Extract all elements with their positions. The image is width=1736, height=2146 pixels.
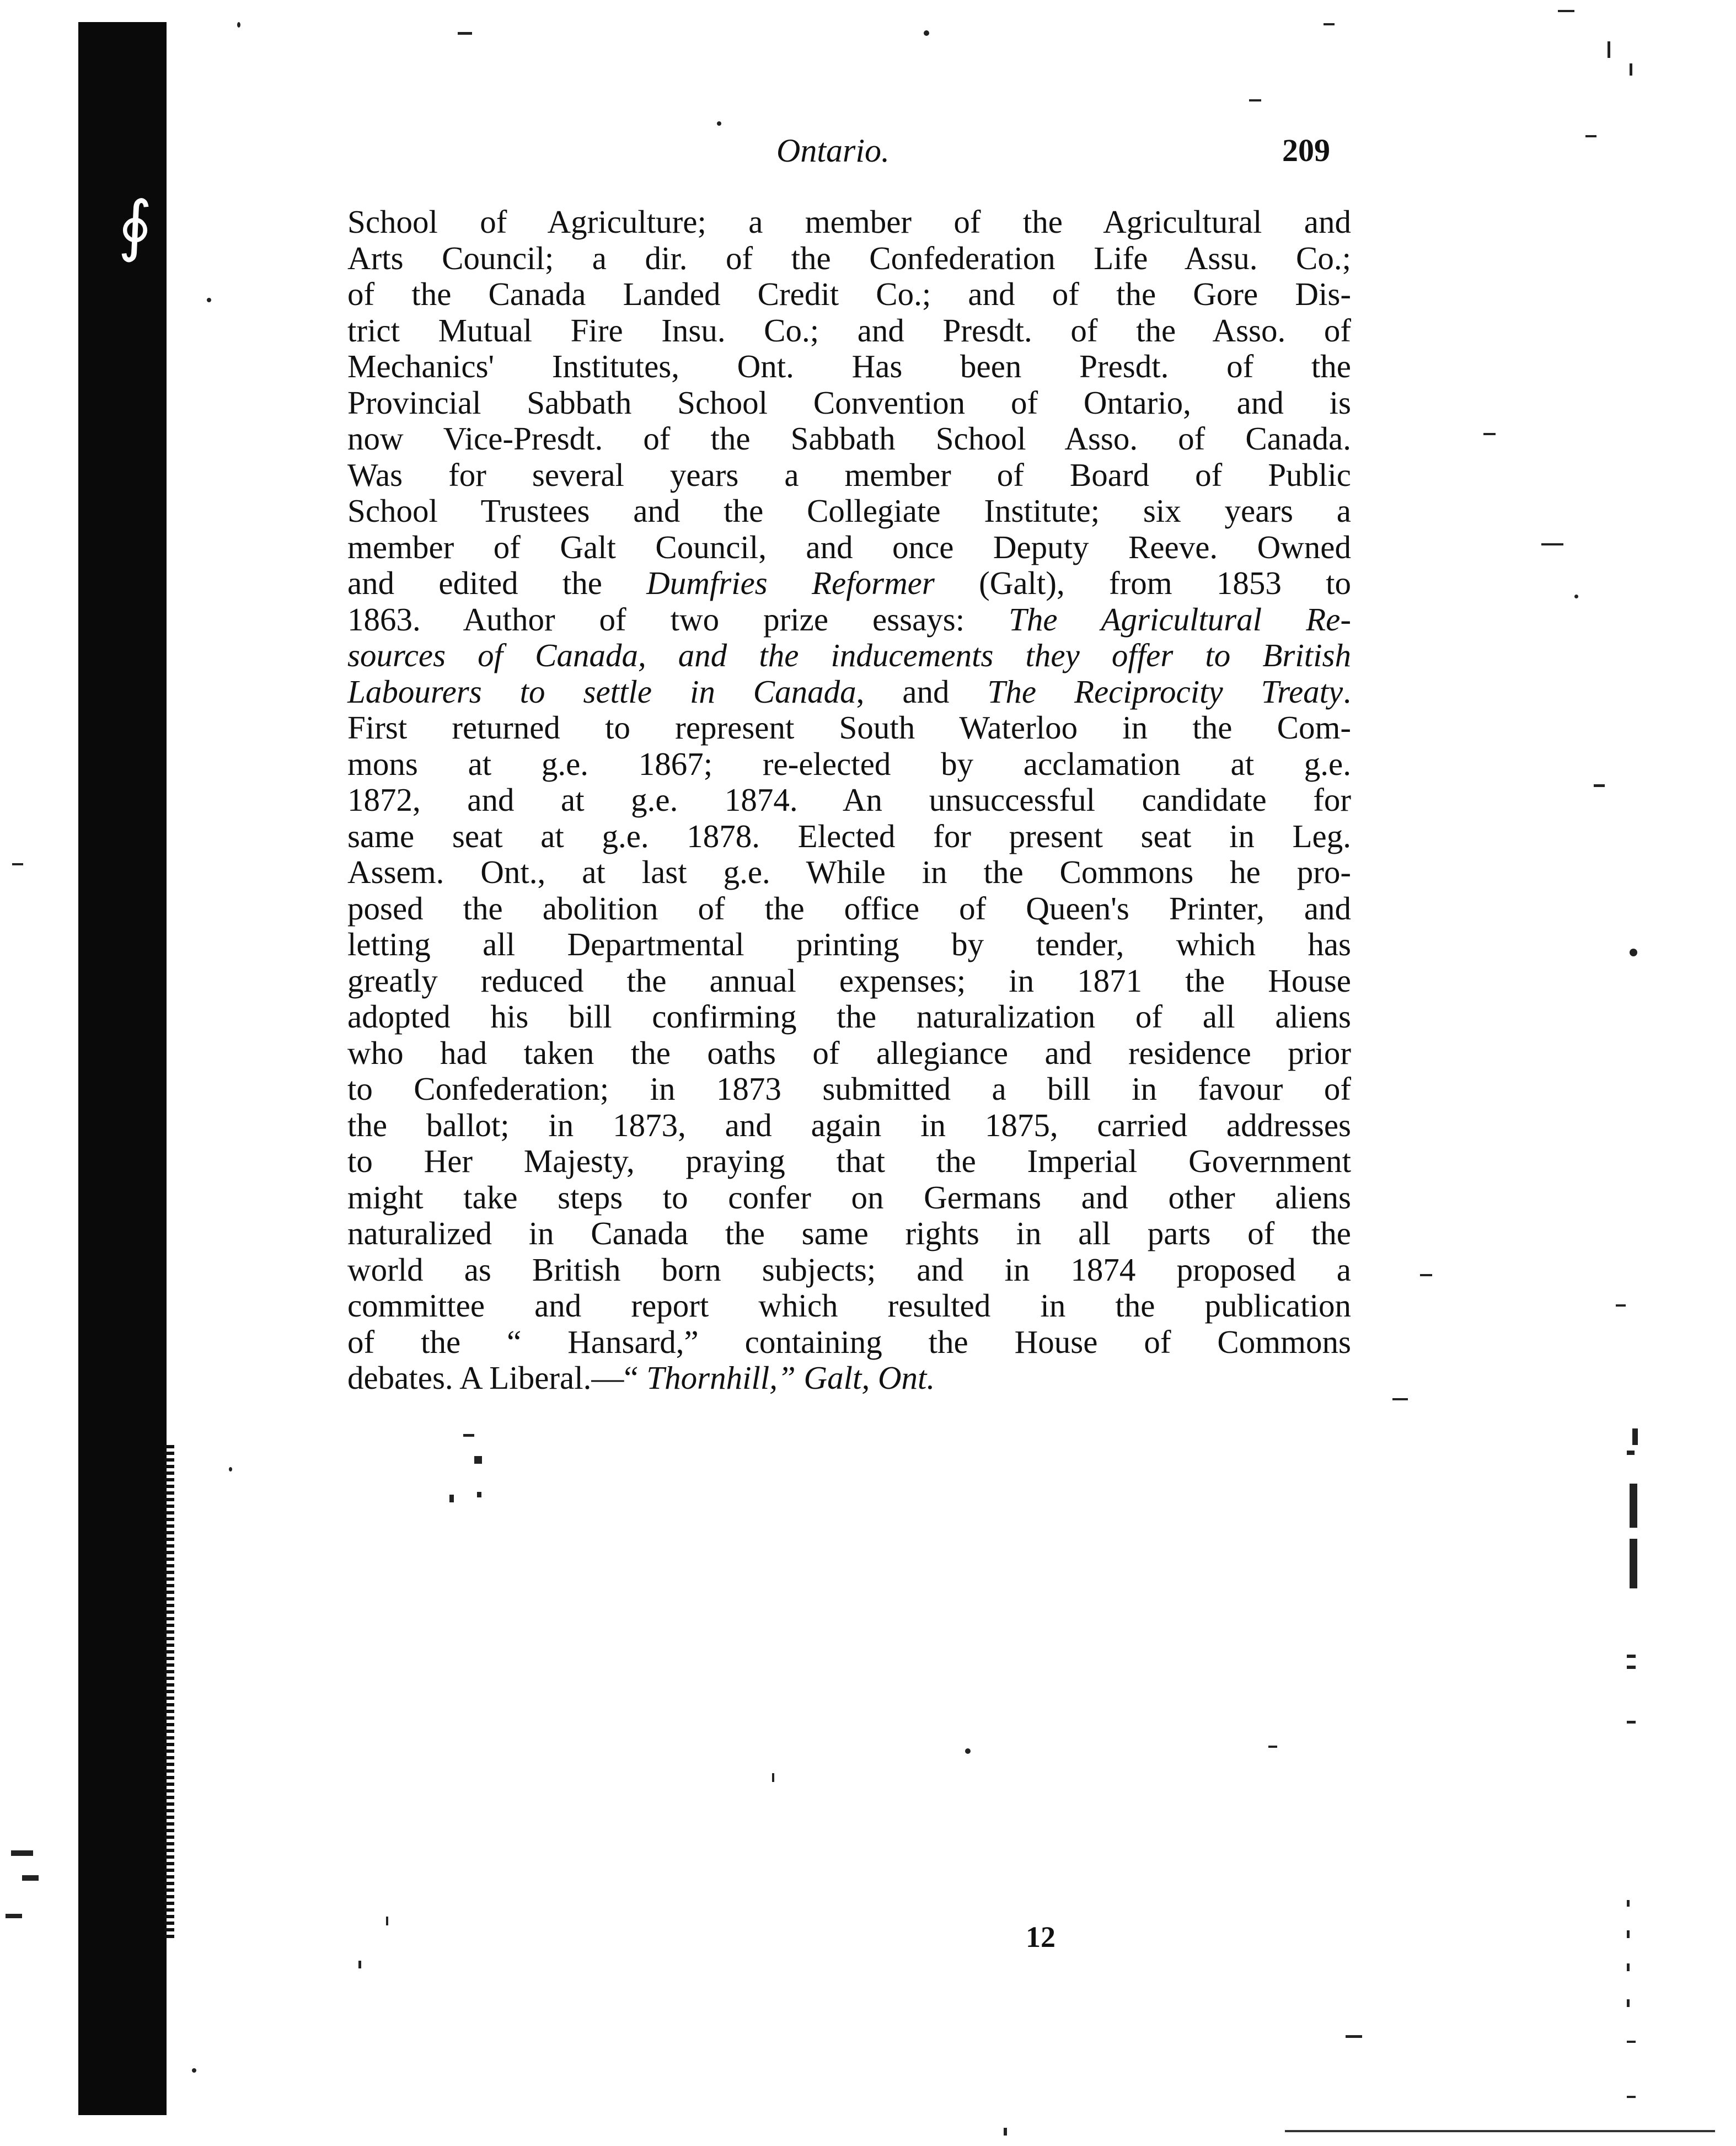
italic-title: Labourers to settle in Canada	[347, 673, 856, 710]
text-line-content: Provincial Sabbath School Convention of Ontario, and is	[347, 384, 1351, 421]
text-line-content: to Confederation; in 1873 submitted a bill in favour of	[347, 1071, 1351, 1107]
text-line-content: member of Galt Council, and once Deputy Reeve. Owned	[347, 528, 1351, 565]
scan-speck	[1627, 1655, 1636, 1658]
italic-title: The Reciprocity Treaty	[987, 673, 1343, 710]
scan-speck	[449, 1495, 454, 1502]
text-line	[347, 891, 1351, 927]
scan-speck	[1627, 1721, 1636, 1724]
text-line-content: same seat at g.e. 1878. Elected for present seat in Leg.	[347, 817, 1351, 854]
scan-speck	[1268, 1746, 1277, 1748]
scan-speck	[924, 30, 929, 36]
text-line-content: committee and report which resulted in the publication	[347, 1287, 1351, 1324]
text-line	[347, 746, 1351, 783]
scan-speck	[1627, 2041, 1636, 2043]
text-line-content: adopted his bill confirming the naturalization of all aliens	[347, 998, 1351, 1035]
text-line	[347, 529, 1351, 566]
text-line-content: who had taken the oaths of allegiance and residence prior	[347, 1034, 1351, 1071]
scan-speck	[1627, 1451, 1635, 1455]
scan-speck	[772, 1773, 774, 1782]
text-line-content: posed the abolition of the office of Queen's Printer, and	[347, 890, 1351, 927]
signature-mark: 12	[1026, 1920, 1055, 1954]
scan-speck	[1630, 949, 1637, 956]
scan-speck	[1616, 1304, 1626, 1307]
page-number: 209	[1282, 132, 1330, 168]
scan-speck	[358, 1961, 361, 1968]
running-head: Ontario.	[776, 132, 890, 169]
text-line-content: the ballot; in 1873, and again in 1875, carried addresses	[347, 1106, 1351, 1143]
text-line	[347, 854, 1351, 891]
scan-speck	[1627, 1900, 1630, 1907]
scan-speck	[1594, 784, 1605, 787]
text-line-content: world as British born subjects; and in 1874 proposed a	[347, 1251, 1351, 1288]
italic-title: Thornhill,” Galt, Ont.	[646, 1360, 935, 1396]
text-line	[347, 204, 1351, 240]
scan-speck	[1608, 41, 1610, 58]
text-line-content: letting all Departmental printing by tender, which has	[347, 926, 1351, 962]
scan-speck	[207, 298, 211, 302]
text-line	[347, 276, 1351, 313]
text-line-content: might take steps to confer on Germans and other aliens	[347, 1179, 1351, 1216]
text-line	[347, 1324, 1351, 1361]
text-line	[347, 1288, 1351, 1324]
scan-speck	[1346, 2035, 1362, 2038]
text-line-content: and edited the	[347, 565, 647, 601]
scan-speck	[6, 1914, 22, 1918]
text-line-content: greatly reduced the annual expenses; in 1871 the House	[347, 962, 1351, 999]
text-line-content: naturalized in Canada the same rights in all parts of the	[347, 1215, 1351, 1251]
scan-speck	[1585, 135, 1596, 137]
scan-speck	[1627, 1666, 1636, 1669]
scan-speck	[22, 1875, 39, 1881]
text-line-content: Mechanics' Institutes, Ont. Has been Presdt. of the	[347, 348, 1351, 384]
scan-speck	[474, 1456, 482, 1464]
text-line-content: School of Agriculture; a member of the Agricultural and	[347, 204, 1351, 240]
text-line	[347, 1143, 1351, 1180]
text-line-content: Assem. Ont., at last g.e. While in the Commons he pro-	[347, 854, 1351, 890]
text-line	[347, 963, 1351, 999]
text-line	[347, 1035, 1351, 1072]
text-line-content: debates. A Liberal.—“	[347, 1360, 647, 1396]
text-line	[347, 782, 1351, 818]
text-line	[347, 1071, 1351, 1107]
text-line-content: of the “ Hansard,” containing the House of Commons	[347, 1323, 1351, 1360]
biography-text	[347, 204, 1351, 1396]
scan-speck	[1420, 1274, 1432, 1276]
scan-speck	[1632, 1428, 1638, 1445]
scan-speck	[1541, 543, 1563, 545]
text-line-content: mons at g.e. 1867; re-elected by acclamation at g.e.	[347, 745, 1351, 782]
scan-speck	[237, 22, 240, 28]
scan-speck	[11, 1850, 33, 1856]
scan-speck	[1249, 99, 1261, 101]
text-line-content: 1863. Author of two prize essays:	[347, 601, 1009, 638]
text-line	[347, 818, 1351, 855]
scan-speck	[386, 1917, 388, 1925]
text-line-content: First returned to represent South Waterloo in the Com-	[347, 709, 1351, 746]
scan-speck	[1627, 1930, 1630, 1938]
scan-speck	[965, 1748, 971, 1754]
binding-ornament-icon: ∮	[117, 188, 153, 264]
text-line	[347, 710, 1351, 746]
scan-speck	[477, 1492, 481, 1497]
scan-speck	[1558, 10, 1574, 12]
text-line-content: now Vice-Presdt. of the Sabbath School Asso. of Canada.	[347, 420, 1351, 457]
binding-edge	[78, 22, 167, 2115]
text-line-content: School Trustees and the Collegiate Institute; six years a	[347, 493, 1351, 529]
scan-speck	[1630, 63, 1632, 76]
text-line-content: (Galt), from 1853 to	[934, 565, 1351, 601]
scan-speck	[1483, 433, 1496, 435]
scan-speck	[192, 2068, 196, 2073]
italic-title: sources of Canada, and the inducements they offer to British	[347, 637, 1351, 673]
text-line-content: Arts Council; a dir. of the Confederation Life Assu. Co.;	[347, 239, 1351, 276]
text-line	[347, 349, 1351, 385]
text-line-content: , and	[856, 673, 988, 710]
italic-title: The Agricultural Re-	[1009, 601, 1351, 638]
text-line	[347, 999, 1351, 1035]
text-line-content: .	[1343, 673, 1351, 710]
text-line	[347, 421, 1351, 457]
scan-speck	[717, 121, 721, 126]
scan-speck	[1627, 2096, 1636, 2098]
text-line	[347, 1107, 1351, 1144]
text-line	[347, 457, 1351, 494]
scan-speck	[1630, 1539, 1637, 1588]
text-line	[347, 927, 1351, 963]
scan-speck	[1574, 595, 1578, 598]
text-line-content: 1872, and at g.e. 1874. An unsuccessful candidate for	[347, 782, 1351, 818]
text-line-content: trict Mutual Fire Insu. Co.; and Presdt. of the Asso. of	[347, 312, 1351, 349]
text-line	[347, 565, 1351, 602]
scan-speck	[229, 1467, 232, 1471]
text-line	[347, 493, 1351, 529]
scan-speck	[463, 1434, 474, 1437]
text-line-content: of the Canada Landed Credit Co.; and of the Gore Dis-	[347, 276, 1351, 312]
scan-speck	[1630, 1484, 1637, 1528]
text-line-content: Was for several years a member of Board of Public	[347, 456, 1351, 493]
bottom-rule	[1285, 2130, 1715, 2132]
text-line	[347, 674, 1351, 710]
scan-speck	[12, 863, 23, 865]
text-line	[347, 313, 1351, 349]
italic-title: Dumfries Reformer	[646, 565, 935, 601]
text-line	[347, 1252, 1351, 1288]
scan-speck	[1627, 1963, 1630, 1971]
scan-speck	[1392, 1398, 1408, 1400]
scan-speck	[1627, 1999, 1630, 2007]
text-line	[347, 240, 1351, 277]
text-line	[347, 1360, 1351, 1396]
text-line	[347, 1180, 1351, 1216]
scan-speck	[1004, 2128, 1007, 2136]
scan-speck	[1324, 23, 1335, 25]
text-line-content: to Her Majesty, praying that the Imperial Government	[347, 1143, 1351, 1179]
text-line	[347, 638, 1351, 674]
text-line	[347, 602, 1351, 638]
text-line	[347, 1216, 1351, 1252]
text-line	[347, 385, 1351, 421]
scan-speck	[458, 32, 472, 35]
